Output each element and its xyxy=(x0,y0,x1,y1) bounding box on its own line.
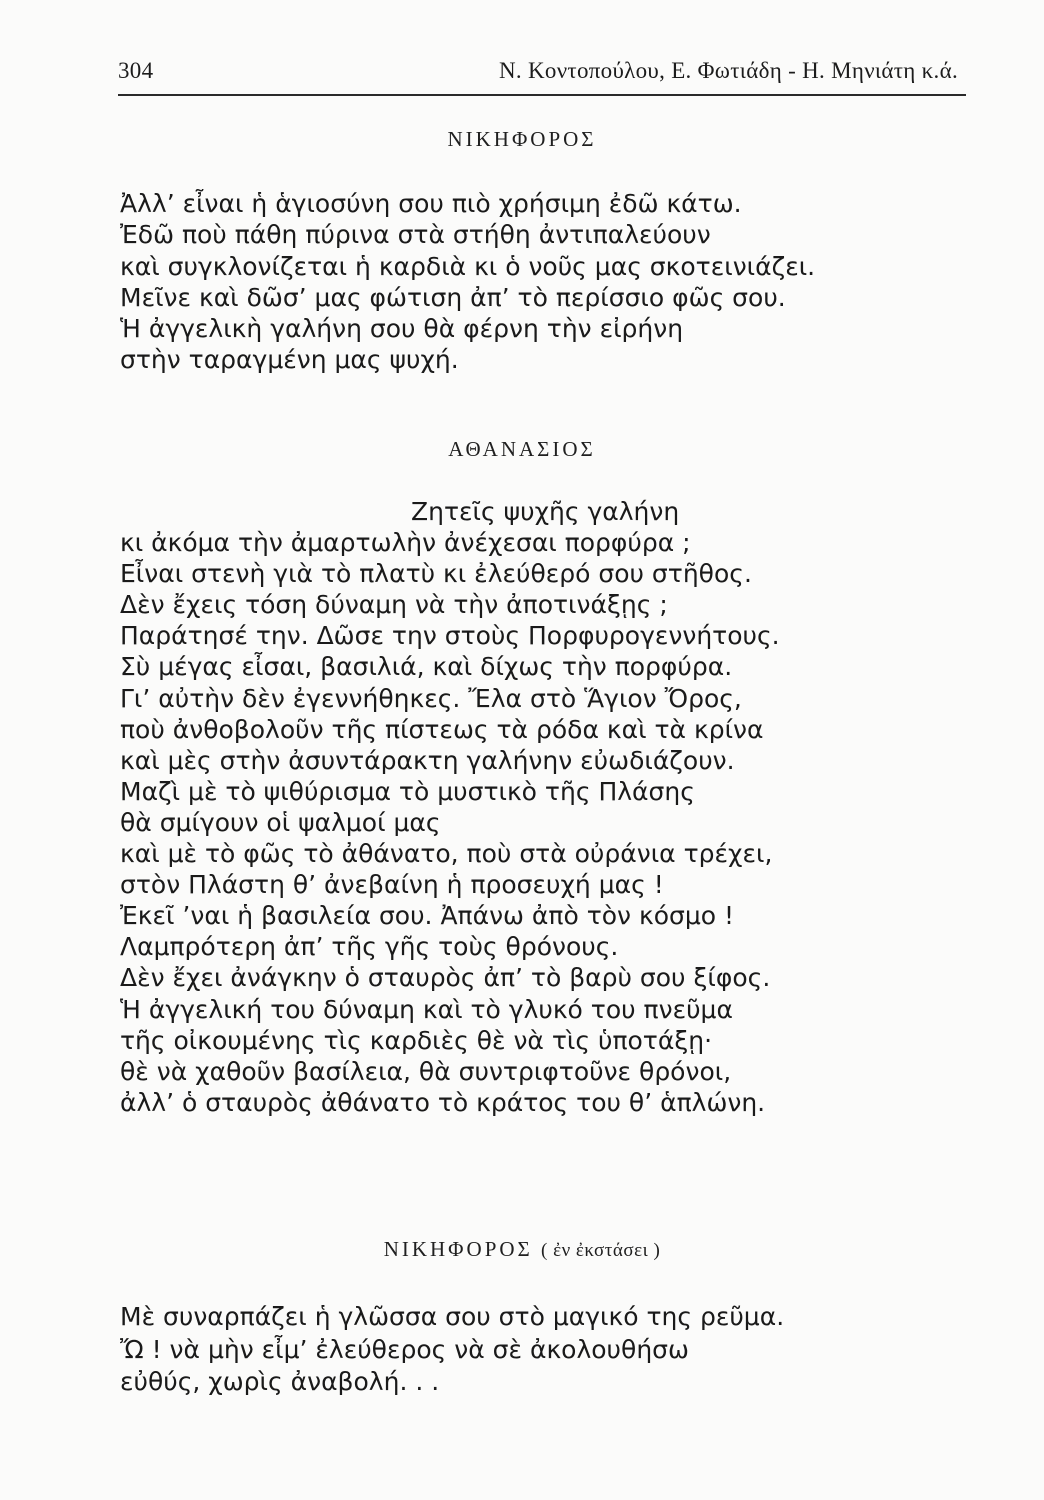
verse-line: Γι’ αὐτὴν δὲν ἐγεννήθηκες. Ἔλα στὸ Ἅγιον Ὄρος, xyxy=(120,683,742,713)
running-head xyxy=(118,58,966,92)
verse-line: Δὲν ἔχει ἀνάγκην ὁ σταυρὸς ἀπ’ τὸ βαρὺ σου ξίφος. xyxy=(120,963,771,993)
verse-line: Ἐδῶ ποὺ πάθη πύρινα στὰ στήθη ἀντιπαλεύουν xyxy=(120,220,711,250)
verse-block xyxy=(120,188,815,376)
verse-line: Παράτησέ την. Δῶσε την στοὺς Πορφυρογεννήτους. xyxy=(120,621,780,651)
header-rule xyxy=(118,94,966,96)
verse-line: ποὺ ἀνθοβολοῦν τῆς πίστεως τὰ ρόδα καὶ τὰ κρίνα xyxy=(120,714,764,744)
verse-line: θὲ νὰ χαθοῦν βασίλεια, θὰ συντριφτοῦνε θρόνοι, xyxy=(120,1056,732,1086)
verse-line: ἀλλ’ ὁ σταυρὸς ἀθάνατο τὸ κράτος του θ’ ἁπλώνη. xyxy=(120,1087,766,1117)
verse-line: Μαζὶ μὲ τὸ ψιθύρισμα τὸ μυστικὸ τῆς Πλάσης xyxy=(120,776,695,806)
verse-line: κι ἀκόμα τὴν ἀμαρτωλὴν ἀνέχεσαι πορφύρα ; xyxy=(120,528,691,558)
verse-line: καὶ μὲς στὴν ἀσυντάρακτη γαλήνην εὐωδιάζουν. xyxy=(120,745,735,775)
verse-line: Ἐκεῖ ’ναι ἡ βασιλεία σου. Ἀπάνω ἀπὸ τὸν κόσμο ! xyxy=(120,901,735,931)
verse-line: τῆς οἰκουμένης τὶς καρδιὲς θὲ νὰ τὶς ὑποτάξῃ· xyxy=(120,1025,713,1055)
speaker-name xyxy=(0,127,1044,152)
verse-block xyxy=(120,496,780,1118)
stage-direction: ( ἐν ἐκστάσει ) xyxy=(541,1240,661,1261)
speaker-label: ΑΘΑΝΑΣΙΟΣ xyxy=(448,437,596,461)
verse-block xyxy=(120,1301,784,1399)
verse-line: θὰ σμίγουν οἱ ψαλμοί μας xyxy=(120,807,441,837)
speaker-name xyxy=(0,437,1044,462)
verse-line: Ἡ ἀγγελική του δύναμη καὶ τὸ γλυκό του πνεῦμα xyxy=(120,994,733,1024)
speaker-label: ΝΙΚΗΦΟΡΟΣ xyxy=(447,127,597,151)
verse-line: Σὺ μέγας εἶσαι, βασιλιά, καὶ δίχως τὴν πορφύρα. xyxy=(120,652,733,682)
running-title: Ν. Κοντοπούλου, Ε. Φωτιάδη - Η. Μηνιάτη κ.ά. xyxy=(499,58,958,83)
verse-line: καὶ μὲ τὸ φῶς τὸ ἀθάνατο, ποὺ στὰ οὐράνια τρέχει, xyxy=(120,839,773,869)
verse-line: καὶ συγκλονίζεται ἡ καρδιὰ κι ὁ νοῦς μας σκοτεινιάζει. xyxy=(120,251,816,281)
verse-line: Ὤ ! νὰ μὴν εἶμ’ ἐλεύθερος νὰ σὲ ἀκολουθήσω xyxy=(120,1334,689,1364)
verse-line: Μεῖνε καὶ δῶσ’ μας φώτιση ἀπ’ τὸ περίσσιο φῶς σου. xyxy=(120,282,786,312)
verse-line: Ζητεῖς ψυχῆς γαλήνη xyxy=(411,497,680,526)
verse-line: Μὲ συναρπάζει ἡ γλῶσσα σου στὸ μαγικό της ρεῦμα. xyxy=(120,1302,785,1331)
page-number: 304 xyxy=(118,58,154,83)
speaker-name xyxy=(0,1237,1044,1262)
verse-line: Ἀλλ’ εἶναι ἡ ἁγιοσύνη σου πιὸ χρήσιμη ἐδῶ κάτω. xyxy=(120,189,742,218)
verse-line: Δὲν ἔχεις τόση δύναμη νὰ τὴν ἀποτινάξῃς ; xyxy=(120,590,668,620)
verse-line: εὐθύς, χωρὶς ἀναβολή. . . xyxy=(120,1367,440,1396)
verse-line: Ἡ ἀγγελικὴ γαλήνη σου θὰ φέρνη τὴν εἰρήνη xyxy=(120,314,684,344)
speaker-label: ΝΙΚΗΦΟΡΟΣ xyxy=(383,1237,533,1261)
verse-line: στὴν ταραγμένη μας ψυχή. xyxy=(120,345,459,375)
verse-line: Λαμπρότερη ἀπ’ τῆς γῆς τοὺς θρόνους. xyxy=(120,932,619,962)
verse-line: Εἶναι στενὴ γιὰ τὸ πλατὺ κι ἐλεύθερό σου στῆθος. xyxy=(120,559,752,589)
verse-line: στὸν Πλάστη θ’ ἀνεβαίνη ἡ προσευχή μας ! xyxy=(120,870,664,900)
